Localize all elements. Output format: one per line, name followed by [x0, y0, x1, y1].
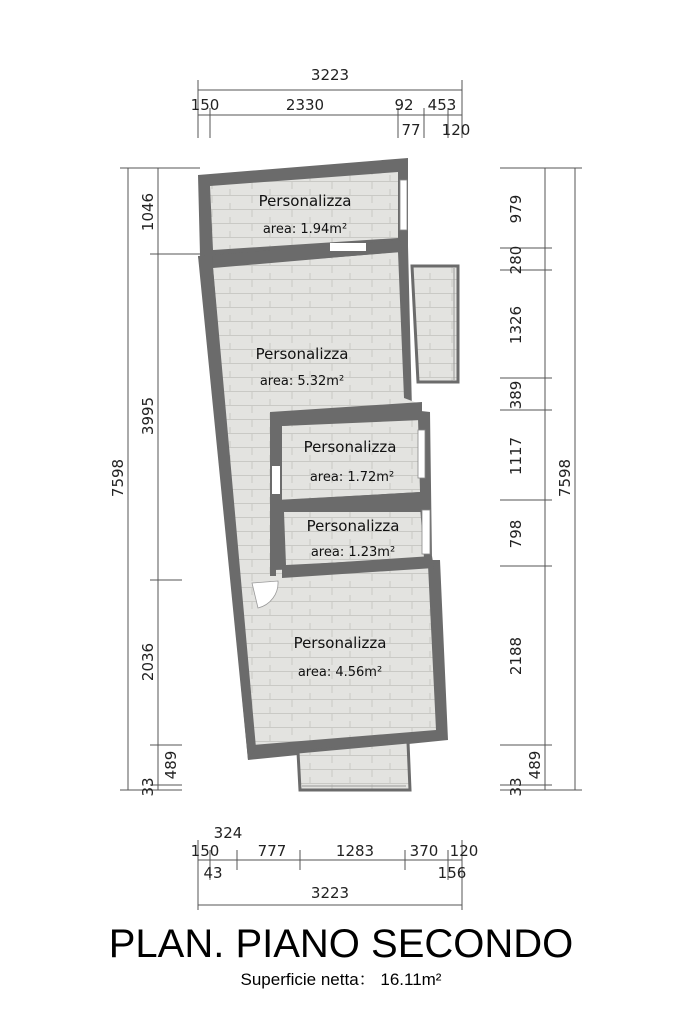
room-5-name: Personalizza	[293, 634, 387, 652]
left-dim-1: 1046	[139, 192, 157, 232]
balcony-south	[298, 742, 410, 790]
bottom-sub-dim-2: 156	[437, 864, 467, 882]
window-room-3	[418, 430, 425, 478]
plan-subtitle: Superficie netta： 16.11m²	[240, 970, 442, 989]
floor-room-3	[282, 418, 420, 500]
room-2-area: area: 5.32m²	[259, 374, 345, 389]
left-dim-5: 33	[139, 777, 157, 797]
top-dim-2: 2330	[285, 96, 325, 114]
room-4-area: area: 1.23m²	[310, 545, 396, 560]
bottom-sub-dim-1: 43	[203, 864, 223, 882]
right-dim-7: 2188	[507, 636, 525, 676]
left-dim-3: 2036	[139, 642, 157, 682]
right-dim-9: 33	[507, 777, 525, 797]
room-5-area: area: 4.56m²	[297, 665, 383, 680]
room-3-name: Personalizza	[303, 438, 397, 456]
right-dim-2: 280	[507, 245, 525, 275]
bottom-upper-dim: 324	[213, 824, 243, 842]
room-4-name: Personalizza	[306, 517, 400, 535]
bottom-total-dim: 3223	[310, 884, 350, 902]
bottom-dim-1: 150	[190, 842, 220, 860]
room-2-name: Personalizza	[255, 345, 349, 363]
balcony-east	[412, 266, 458, 382]
top-sub-dim-2: 120	[441, 121, 471, 139]
top-sub-dim-1: 77	[401, 121, 421, 139]
right-dim-5: 1117	[507, 436, 525, 476]
top-dim-3: 92	[394, 96, 414, 114]
right-dim-3: 1326	[507, 305, 525, 345]
top-total-dim: 3223	[310, 66, 350, 84]
right-dim-8: 489	[526, 750, 544, 780]
room-1-area: area: 1.94m²	[262, 222, 348, 237]
right-dim-1: 979	[507, 194, 525, 224]
left-dim-4: 489	[162, 750, 180, 780]
bottom-dim-2: 777	[257, 842, 287, 860]
right-dim-4: 389	[507, 380, 525, 410]
right-dim-6: 798	[507, 519, 525, 549]
right-total-dim: 7598	[556, 458, 574, 498]
bottom-dim-5: 120	[449, 842, 479, 860]
bottom-dim-3: 1283	[335, 842, 375, 860]
plan-title: PLAN. PIANO SECONDO	[108, 922, 574, 966]
door-gap-room-1	[330, 243, 366, 251]
room-3-area: area: 1.72m²	[309, 470, 395, 485]
door-gap-room-3	[272, 466, 280, 494]
left-dim-2: 3995	[139, 396, 157, 436]
window-room-4	[422, 510, 430, 554]
left-total-dim: 7598	[109, 458, 127, 498]
window-room-1	[400, 180, 407, 230]
bottom-dim-4: 370	[409, 842, 439, 860]
top-dim-1: 150	[190, 96, 220, 114]
top-dim-4: 453	[427, 96, 457, 114]
room-1-name: Personalizza	[258, 192, 352, 210]
